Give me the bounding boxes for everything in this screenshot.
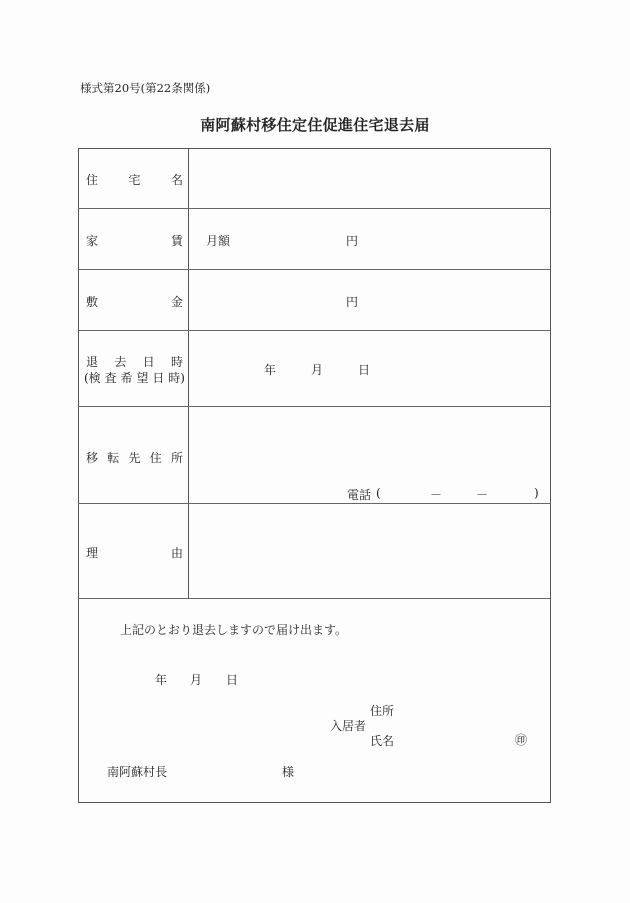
label-moveout-date: 退 去 日 時 xyxy=(86,355,183,369)
rent-unit: 円 xyxy=(346,234,359,248)
label-reason: 理 由 xyxy=(86,546,183,560)
column-divider xyxy=(188,148,189,598)
label-rent: 家 賃 xyxy=(86,234,183,248)
row-divider xyxy=(78,598,551,599)
submit-day-label: 日 xyxy=(226,673,239,687)
label-inspection-date: (検 査 希 望 日 時) xyxy=(84,371,185,385)
reason-field[interactable] xyxy=(195,510,545,592)
rent-amount-field[interactable] xyxy=(240,226,340,252)
moveout-year-label: 年 xyxy=(264,363,277,377)
row-divider xyxy=(78,330,551,331)
phone-close-paren: ) xyxy=(534,486,539,500)
row-divider xyxy=(78,406,551,407)
housing-name-field[interactable] xyxy=(190,150,550,207)
deposit-amount-field[interactable] xyxy=(210,287,340,313)
resident-label: 入居者 xyxy=(330,719,367,733)
honorific: 様 xyxy=(282,765,295,779)
moveout-month-label: 月 xyxy=(311,363,324,377)
page-title: 南阿蘇村移住定住促進住宅退去届 xyxy=(200,116,430,134)
declaration-statement: 上記のとおり退去しますので届け出ます。 xyxy=(120,623,348,637)
forwarding-address-field[interactable] xyxy=(195,412,545,472)
resident-address-field[interactable] xyxy=(400,699,540,717)
deposit-unit: 円 xyxy=(346,295,359,309)
phone-field[interactable] xyxy=(385,482,530,502)
phone-label: 電話 xyxy=(347,488,372,502)
form-number: 様式第20号(第22条関係) xyxy=(80,81,211,95)
phone-dash: － xyxy=(430,488,443,502)
phone-dash: － xyxy=(476,488,489,502)
rent-monthly-label: 月額 xyxy=(206,234,231,248)
addressee: 南阿蘇村長 xyxy=(107,765,168,779)
moveout-date-field[interactable] xyxy=(200,340,540,396)
submit-year-label: 年 xyxy=(155,673,168,687)
submit-month-label: 月 xyxy=(190,673,203,687)
seal-icon: ㊞ xyxy=(515,733,528,747)
row-divider xyxy=(78,503,551,504)
moveout-day-label: 日 xyxy=(358,363,371,377)
resident-address-label: 住所 xyxy=(370,704,395,718)
resident-name-label: 氏名 xyxy=(370,734,395,748)
label-housing-name: 住 宅 名 xyxy=(86,173,183,187)
row-divider xyxy=(78,269,551,270)
resident-name-field[interactable] xyxy=(400,729,510,747)
phone-open-paren: ( xyxy=(376,486,381,500)
row-divider xyxy=(78,208,551,209)
label-deposit: 敷 金 xyxy=(86,295,183,309)
label-forwarding-address: 移 転 先 住 所 xyxy=(86,451,183,465)
